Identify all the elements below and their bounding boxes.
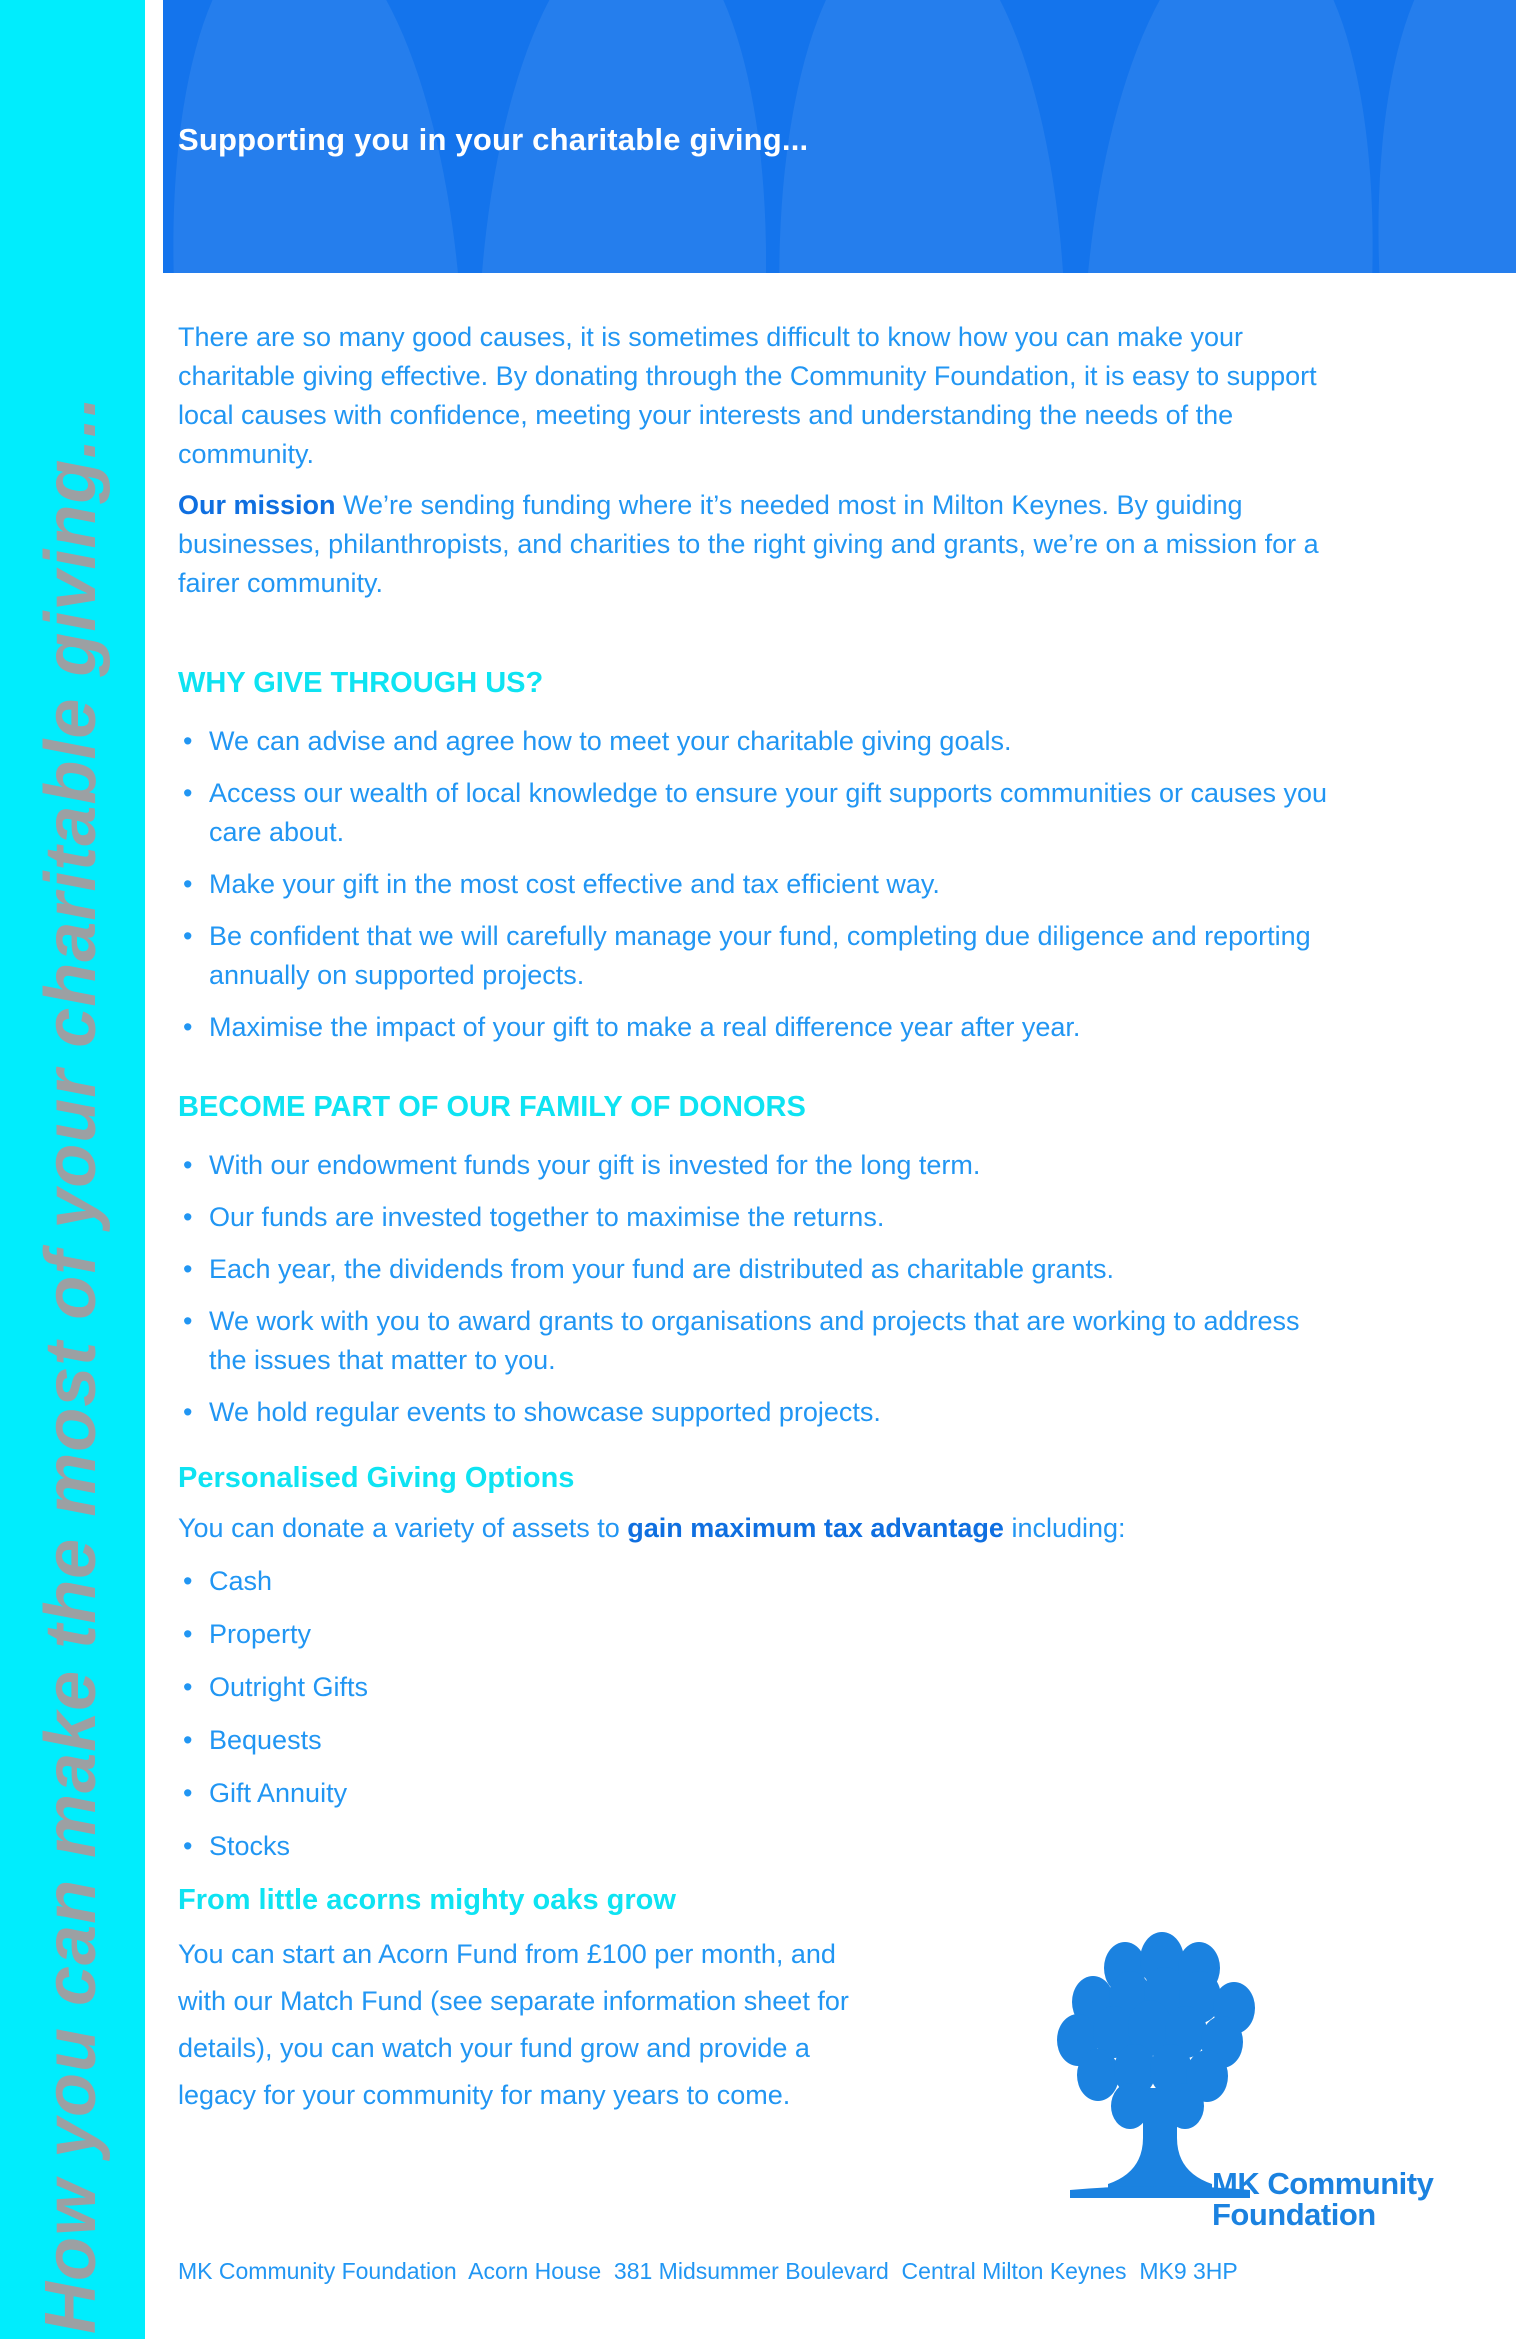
list-item: • Make your gift in the most cost effective and tax efficient way. [178,865,1338,904]
list-item: • We work with you to award grants to organisations and projects that are working to address the issues that matter to you. [178,1302,1338,1380]
list-item: • We hold regular events to showcase supported projects. [178,1393,1338,1432]
assets-text-pre: You can donate a variety of assets to [178,1513,628,1543]
asset-options-list [178,1562,1338,1866]
section-heading-why-give: WHY GIVE THROUGH US? [178,667,544,699]
why-give-list [178,722,1338,1047]
assets-text-post: including: [1003,1513,1126,1543]
assets-text-bold: gain maximum tax advantage [627,1513,1004,1543]
list-item: • Property [178,1615,1338,1654]
leaf-watermark [1349,0,1516,273]
page-title: Supporting you in your charitable giving... [178,122,809,157]
list-item: • Gift Annuity [178,1774,1338,1813]
list-item: • With our endowment funds your gift is invested for the long term. [178,1146,1338,1185]
logo-line-1: MK Community [1212,2166,1434,2201]
main-content [163,273,1516,2119]
footer-address: MK Community Foundation Acorn House 381 Midsummer Boulevard Central Milton Keynes MK9 3HP [178,2258,1238,2284]
list-item: • Maximise the impact of your gift to make a real difference year after year. [178,1008,1338,1047]
mission-text: We’re sending funding where it’s needed most in Milton Keynes. By guiding businesses, philanthropists, and charities to the right giving and grants, we’re on a mission for a fairer community. [178,490,1319,598]
list-item: • Bequests [178,1721,1338,1760]
acorns-paragraph: You can start an Acorn Fund from £100 per month, and with our Match Fund (see separate information sheet for details), you can watch your fund grow and provide a legacy for your community for many years to come. [178,1939,849,2110]
mk-community-foundation-logo [1040,1920,1480,2240]
logo-line-2: Foundation [1212,2197,1376,2232]
list-item: • Access our wealth of local knowledge to ensure your gift supports communities or causes you care about. [178,774,1338,852]
header-band [163,0,1516,273]
family-of-donors-list [178,1146,1338,1432]
list-item: • Stocks [178,1827,1338,1866]
sidebar-vertical-tagline: How you can make the most of your charitable giving... [31,395,111,2334]
list-item: • Our funds are invested together to maximise the returns. [178,1198,1338,1237]
section-heading-acorns: From little acorns mighty oaks grow [178,1884,676,1916]
list-item: • Be confident that we will carefully manage your fund, completing due diligence and reporting annually on supported projects. [178,917,1338,995]
section-heading-family-of-donors: BECOME PART OF OUR FAMILY OF DONORS [178,1091,806,1123]
section-heading-personalised-giving: Personalised Giving Options [178,1462,575,1494]
list-item: • Each year, the dividends from your fund are distributed as charitable grants. [178,1250,1338,1289]
mission-label: Our mission [178,490,336,520]
list-item: • Outright Gifts [178,1668,1338,1707]
intro-paragraph: There are so many good causes, it is sometimes difficult to know how you can make your charitable giving effective. By donating through the Community Foundation, it is easy to support local causes with confidence, meeting your interests and understanding the needs of the community. [178,322,1317,469]
mission-paragraph [178,486,1328,603]
sidebar-strip [0,0,145,2339]
leaf-watermark [767,0,1081,273]
assets-paragraph [178,1509,1328,1548]
list-item: • Cash [178,1562,1338,1601]
list-item: • We can advise and agree how to meet your charitable giving goals. [178,722,1338,761]
logo-wordmark [1212,2168,1433,2230]
leaf-watermark [1054,0,1396,273]
